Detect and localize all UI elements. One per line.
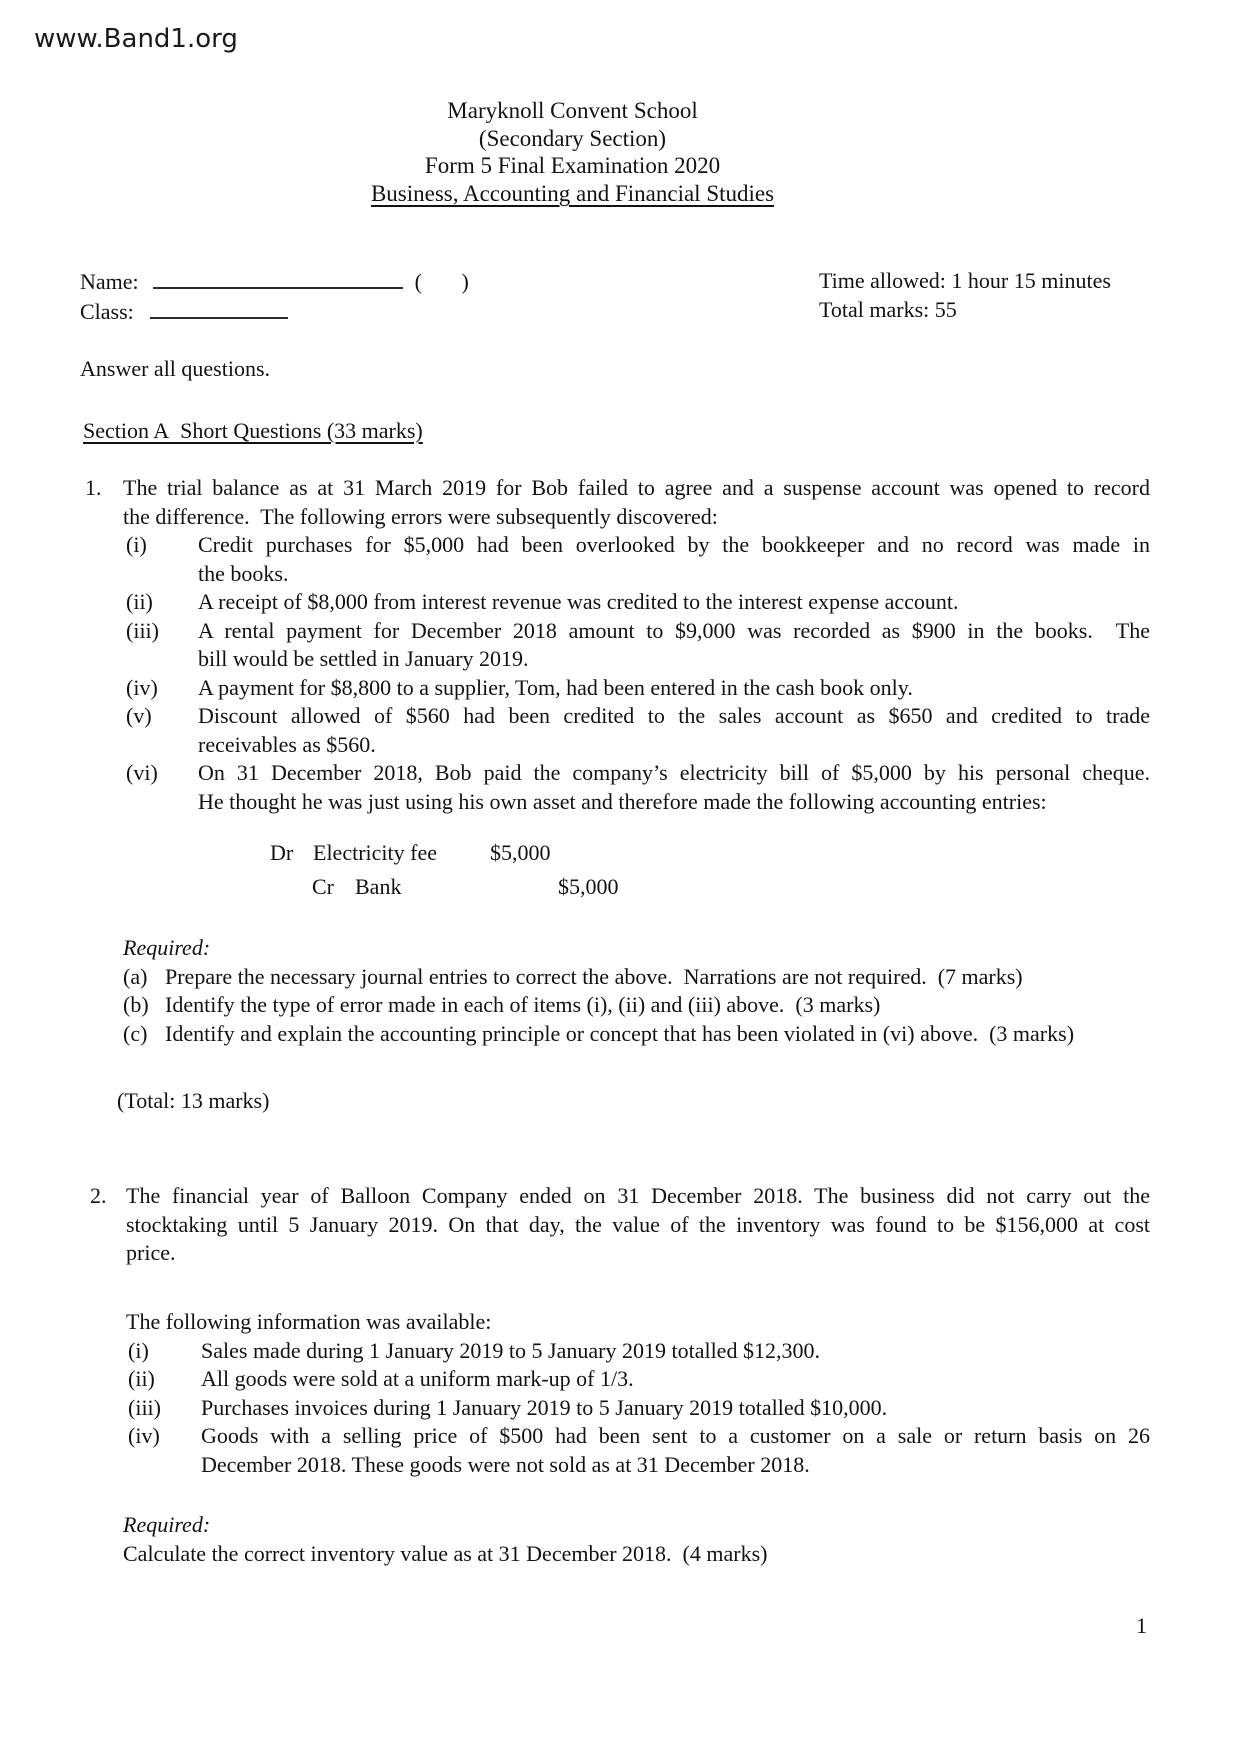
subject-title: Business, Accounting and Financial Studies bbox=[370, 181, 775, 207]
item-text: Credit purchases for $5,000 had been overlooked by the bookkeeper and no record was made in bbox=[198, 532, 1150, 557]
list-item bbox=[126, 759, 1150, 816]
question-2 bbox=[80, 1182, 1150, 1268]
question-2-required bbox=[123, 1511, 1150, 1568]
debit-abbrev: Dr bbox=[270, 840, 294, 865]
item-text: Identify and explain the accounting principle or concept that has been violated in (vi) above. (3 marks) bbox=[165, 1020, 1075, 1046]
item-text: A rental payment for December 2018 amount to $9,000 was recorded as $900 in the books. The bbox=[198, 617, 1150, 643]
item-label: (iv) bbox=[128, 1423, 160, 1448]
school-name: Maryknoll Convent School bbox=[447, 98, 698, 123]
item-label: (iii) bbox=[126, 617, 159, 643]
item-text: On 31 December 2018, Bob paid the company’s electricity bill of $5,000 by his personal cheque. bbox=[198, 760, 1150, 785]
item-label: (i) bbox=[128, 1337, 149, 1363]
item-text: Purchases invoices during 1 January 2019 to 5 January 2019 totalled $10,000. bbox=[201, 1394, 888, 1420]
credit-abbrev: Cr bbox=[312, 873, 334, 899]
school-section: (Secondary Section) bbox=[478, 125, 667, 151]
class-row bbox=[80, 297, 471, 327]
exam-title: Form 5 Final Examination 2020 bbox=[424, 153, 721, 179]
debit-amount: $5,000 bbox=[490, 840, 551, 865]
required-item bbox=[123, 991, 1150, 1020]
question-1-intro bbox=[123, 474, 1150, 531]
required-text: Calculate the correct inventory value as at 31 December 2018. (4 marks) bbox=[123, 1540, 768, 1566]
item-label: (ii) bbox=[126, 589, 153, 614]
class-blank-line bbox=[150, 297, 288, 319]
candidate-info bbox=[80, 267, 471, 326]
question-1-number: 1. bbox=[85, 475, 102, 500]
question-1-required bbox=[123, 934, 1150, 1048]
list-item bbox=[126, 674, 1150, 703]
item-text: Discount allowed of $560 had been credited to the sales account as $650 and credited to trade bbox=[198, 703, 1150, 728]
question-2-intro bbox=[126, 1182, 1150, 1268]
debit-account: Electricity fee bbox=[313, 840, 437, 865]
time-allowed: Time allowed: 1 hour 15 minutes bbox=[819, 268, 1111, 293]
name-row bbox=[80, 267, 471, 297]
credit-amount: $5,000 bbox=[558, 873, 619, 899]
item-text: Goods with a selling price of $500 had been sent to a customer on a sale or return basis on 26 bbox=[201, 1423, 1150, 1448]
item-text: the books. bbox=[198, 560, 289, 586]
page-number: 1 bbox=[1136, 1613, 1147, 1638]
question-2-information bbox=[80, 1308, 1150, 1479]
question-1-total-marks: (Total: 13 marks) bbox=[117, 1088, 270, 1113]
instructions: Answer all questions. bbox=[80, 356, 271, 381]
item-label: (c) bbox=[123, 1020, 148, 1046]
item-text: Identify the type of error made in each of items (i), (ii) and (iii) above. (3 marks) bbox=[165, 992, 881, 1017]
list-item bbox=[128, 1394, 1150, 1423]
question-1-intro-line: the difference. The following errors were subsequently discovered: bbox=[123, 503, 718, 529]
required-label: Required: bbox=[123, 935, 211, 960]
item-text: A receipt of $8,000 from interest revenue was credited to the interest expense account. bbox=[198, 589, 959, 614]
question-2-intro-line: The financial year of Balloon Company ended on 31 December 2018. The business did not carry out the bbox=[126, 1183, 1150, 1208]
name-class-number-parens: ( ) bbox=[414, 269, 471, 294]
list-item bbox=[128, 1422, 1150, 1479]
item-label: (iii) bbox=[128, 1394, 161, 1420]
section-a-heading: Section A Short Questions (33 marks) bbox=[83, 418, 423, 443]
question-1-intro-line: The trial balance as at 31 March 2019 for Bob failed to agree and a suspense account was opened to record bbox=[123, 475, 1150, 500]
total-marks: Total marks: 55 bbox=[819, 296, 957, 322]
question-2-intro-line: price. bbox=[126, 1240, 176, 1265]
question-1-items bbox=[126, 531, 1150, 816]
class-label: Class: bbox=[80, 298, 134, 324]
list-item bbox=[126, 617, 1150, 674]
name-label: Name: bbox=[80, 269, 139, 294]
exam-meta bbox=[819, 267, 1111, 324]
required-label: Required: bbox=[123, 1512, 211, 1537]
list-item bbox=[126, 702, 1150, 759]
item-text: He thought he was just using his own asset and therefore made the following accounting entries: bbox=[198, 788, 1047, 814]
item-text: All goods were sold at a uniform mark-up of 1/3. bbox=[201, 1366, 634, 1391]
item-label: (ii) bbox=[128, 1366, 155, 1391]
item-label: (a) bbox=[123, 963, 148, 989]
item-text: Prepare the necessary journal entries to correct the above. Narrations are not required. (7 marks) bbox=[165, 963, 1023, 989]
journal-entry-credit bbox=[312, 873, 1150, 902]
info-heading: The following information was available: bbox=[126, 1309, 492, 1334]
exam-header bbox=[80, 97, 1065, 208]
item-text: Sales made during 1 January 2019 to 5 January 2019 totalled $12,300. bbox=[201, 1337, 820, 1363]
item-label: (i) bbox=[126, 532, 147, 557]
list-item bbox=[128, 1365, 1150, 1394]
list-item bbox=[126, 588, 1150, 617]
item-text: December 2018. These goods were not sold as at 31 December 2018. bbox=[201, 1451, 810, 1477]
item-text: receivables as $560. bbox=[198, 731, 376, 757]
item-label: (v) bbox=[126, 703, 152, 728]
journal-entry-debit bbox=[270, 839, 1150, 868]
question-2-items bbox=[128, 1337, 1150, 1480]
item-text: A payment for $8,800 to a supplier, Tom, had been entered in the cash book only. bbox=[198, 674, 913, 700]
item-label: (b) bbox=[123, 992, 149, 1017]
credit-account: Bank bbox=[355, 873, 402, 899]
watermark: www.Band1.org bbox=[34, 24, 238, 54]
list-item bbox=[126, 531, 1150, 588]
question-2-intro-line: stocktaking until 5 January 2019. On that day, the value of the inventory was found to be $156,000 at cost bbox=[126, 1211, 1150, 1237]
item-label: (iv) bbox=[126, 674, 158, 700]
required-item bbox=[123, 963, 1150, 992]
question-1 bbox=[80, 474, 1150, 901]
list-item bbox=[128, 1337, 1150, 1366]
required-item bbox=[123, 1020, 1150, 1049]
question-2-number: 2. bbox=[90, 1183, 107, 1208]
item-label: (vi) bbox=[126, 760, 158, 785]
name-blank-line bbox=[153, 267, 403, 289]
item-text: bill would be settled in January 2019. bbox=[198, 646, 529, 671]
